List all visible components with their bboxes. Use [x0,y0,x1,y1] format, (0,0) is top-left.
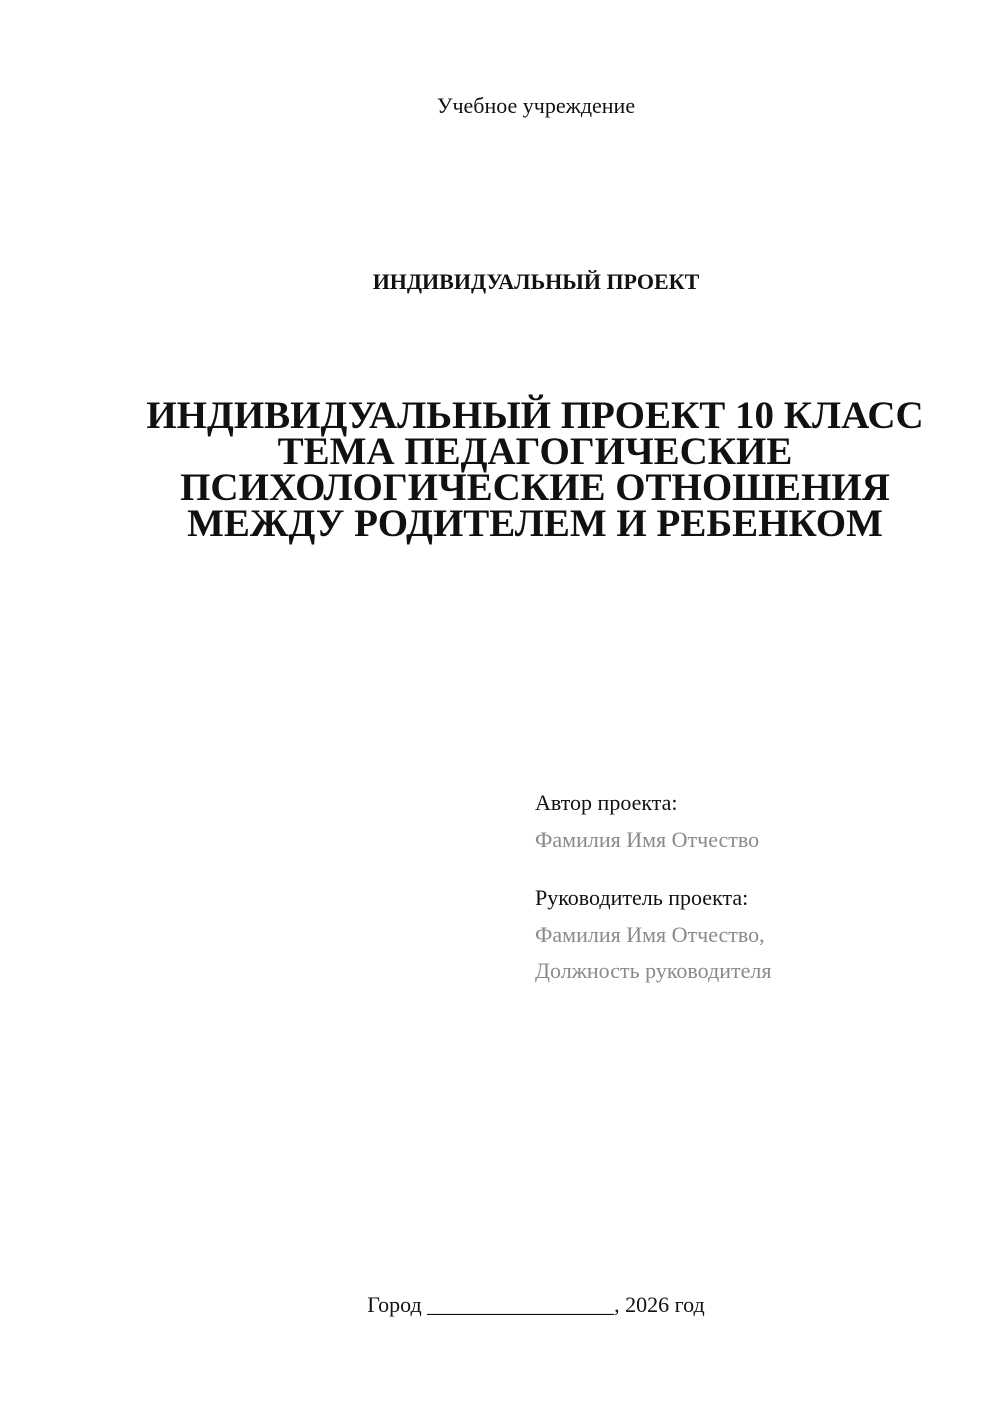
supervisor-label: Руководитель проекта: [535,885,749,910]
project-info [535,788,975,989]
institution-name: Учебное учреждение [436,93,636,118]
title-line-2: ТЕМА ПЕДАГОГИЧЕСКИЕ [277,430,793,473]
project-type-label: ИНДИВИДУАЛЬНЫЙ ПРОЕКТ [372,269,700,294]
supervisor-name: Фамилия Имя Отчество, [535,922,765,947]
title-line-4: МЕЖДУ РОДИТЕЛЕМ И РЕБЕНКОМ [187,502,883,545]
author-block [535,788,975,858]
project-title [100,394,970,545]
city-year-footer: Город _________________, 2026 год [367,1292,705,1317]
supervisor-block [535,883,975,989]
title-line-3: ПСИХОЛОГИЧЕСКИЕ ОТНОШЕНИЯ [180,466,890,509]
author-name: Фамилия Имя Отчество [535,827,760,852]
supervisor-position: Должность руководителя [535,958,772,983]
title-line-1: ИНДИВИДУАЛЬНЫЙ ПРОЕКТ 10 КЛАСС [146,394,924,437]
author-label: Автор проекта: [535,790,678,815]
